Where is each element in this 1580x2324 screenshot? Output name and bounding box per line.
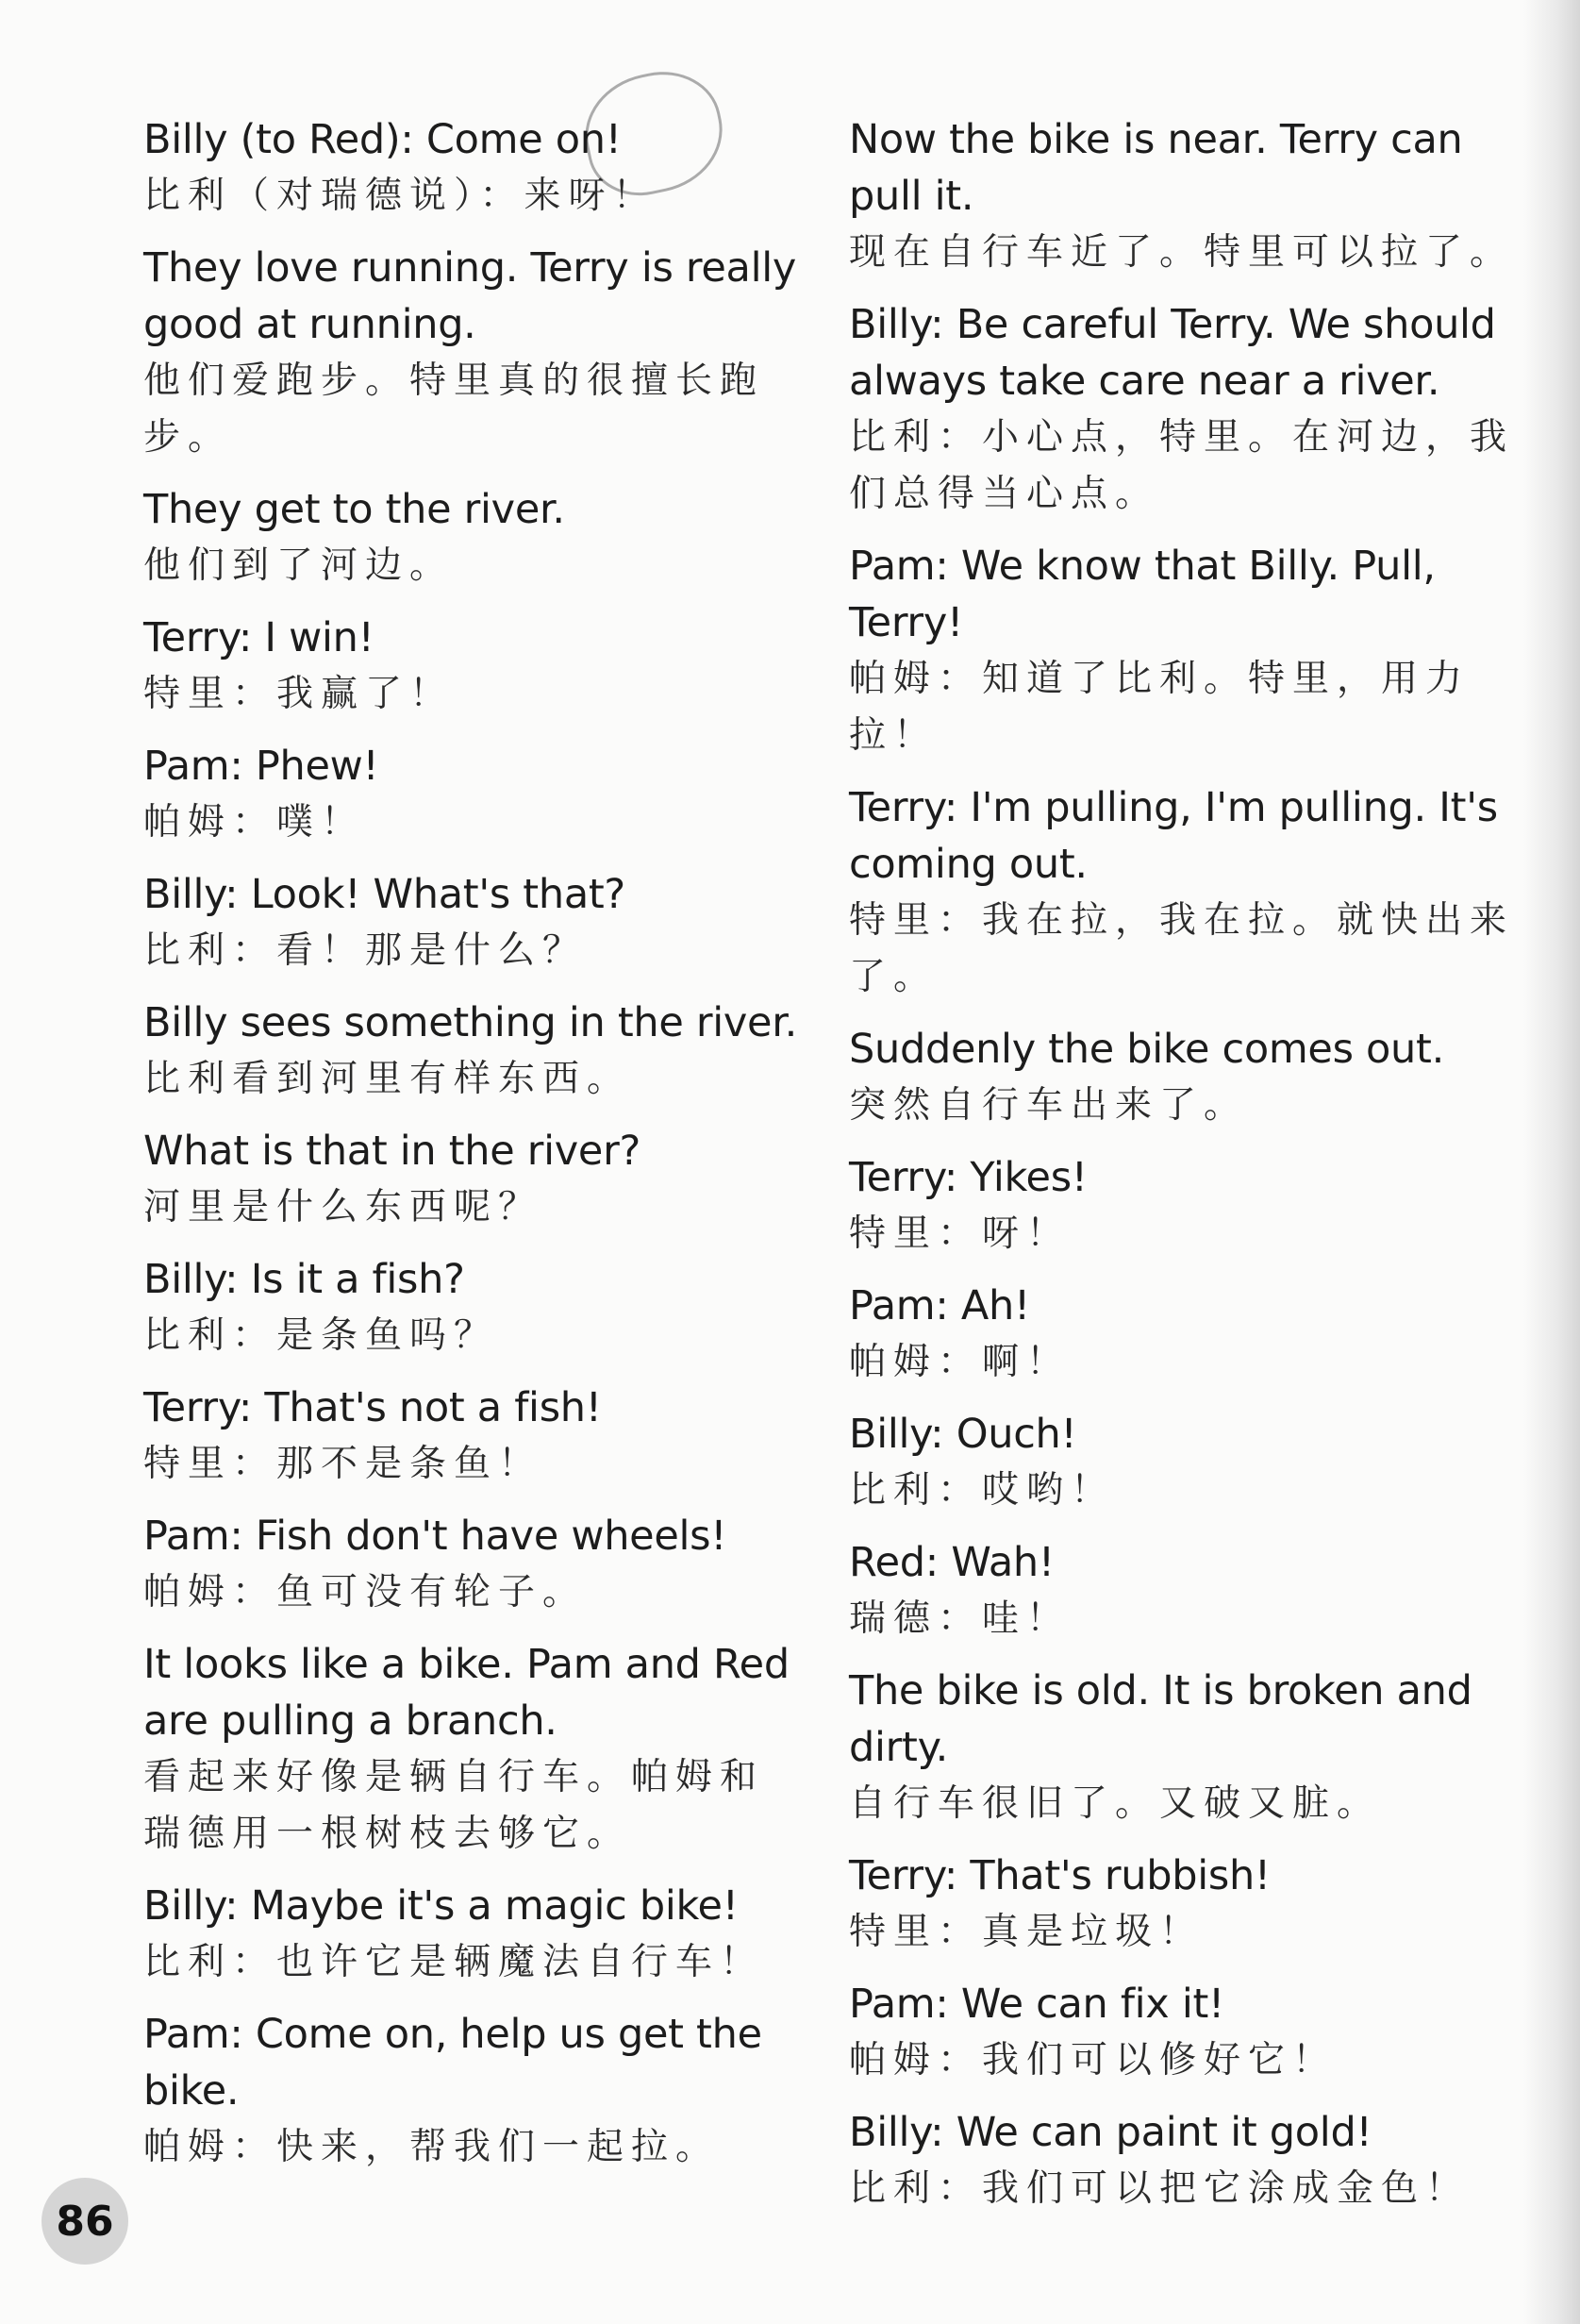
chinese-line: 比利：看！那是什么？ — [143, 929, 588, 972]
dialogue-entry — [143, 1251, 804, 1364]
english-line: Billy: Maybe it's a magic bike! — [143, 1882, 739, 1930]
chinese-line: 比利看到河里有样东西。 — [143, 1058, 632, 1100]
dialogue-entry — [849, 1021, 1528, 1134]
dialogue-entry — [143, 240, 804, 466]
chinese-line: 帕姆：我们可以修好它！ — [849, 2039, 1338, 2082]
english-line: It looks like a bike. Pam and Red are pulling a branch. — [143, 1641, 790, 1745]
dialogue-entry — [849, 1406, 1528, 1519]
english-line: Terry: Yikes! — [849, 1154, 1088, 1201]
dialogue-entry — [849, 538, 1528, 764]
dialogue-entry — [849, 2104, 1528, 2217]
dialogue-entry — [849, 1278, 1528, 1391]
left-column — [143, 111, 804, 2191]
chinese-line: 特里：那不是条鱼！ — [143, 1443, 543, 1485]
chinese-line: 帕姆：鱼可没有轮子。 — [143, 1571, 588, 1613]
dialogue-entry — [143, 1123, 804, 1236]
english-line: Pam: Come on, help us get the bike. — [143, 2011, 762, 2115]
english-line: Terry: I win! — [143, 614, 374, 661]
dialogue-entry — [143, 1636, 804, 1863]
chinese-line: 特里：我赢了！ — [143, 673, 455, 715]
dialogue-entry — [143, 1379, 804, 1493]
dialogue-entry — [849, 1847, 1528, 1961]
english-line: Billy (to Red): Come on! — [143, 116, 622, 163]
dialogue-entry — [143, 111, 804, 225]
chinese-line: 帕姆：知道了比利。特里，用力拉！ — [849, 658, 1471, 757]
chinese-line: 帕姆：啊！ — [849, 1341, 1072, 1383]
english-line: Suddenly the bike comes out. — [849, 1026, 1444, 1073]
english-line: The bike is old. It is broken and dirty. — [849, 1667, 1472, 1771]
english-line: Pam: We can fix it! — [849, 1981, 1224, 2028]
dialogue-entry — [143, 1508, 804, 1621]
chinese-line: 现在自行车近了。特里可以拉了。 — [849, 231, 1515, 274]
dialogue-entry — [143, 738, 804, 851]
dialogue-entry — [849, 296, 1528, 523]
chinese-line: 比利：是条鱼吗？ — [143, 1314, 499, 1357]
right-column — [849, 111, 1528, 2232]
english-line: They get to the river. — [143, 486, 565, 533]
english-line: Billy: We can paint it gold! — [849, 2109, 1372, 2156]
english-line: Billy sees something in the river. — [143, 999, 798, 1046]
chinese-line: 比利：我们可以把它涂成金色！ — [849, 2167, 1471, 2210]
chinese-line: 比利：哎哟！ — [849, 1469, 1116, 1512]
chinese-line: 看起来好像是辆自行车。帕姆和瑞德用一根树枝去够它。 — [143, 1756, 765, 1855]
dialogue-entry — [849, 779, 1528, 1006]
chinese-line: 他们爱跑步。特里真的很擅长跑步。 — [143, 359, 765, 459]
dialogue-entry — [849, 111, 1528, 281]
dialogue-entry — [143, 1878, 804, 1991]
chinese-line: 帕姆：快来，帮我们一起拉。 — [143, 2126, 721, 2168]
chinese-line: 特里：我在拉，我在拉。就快出来了。 — [849, 899, 1515, 998]
english-line: They love running. Terry is really good at running. — [143, 244, 797, 348]
dialogue-entry — [143, 2006, 804, 2176]
english-line: Red: Wah! — [849, 1539, 1055, 1586]
dialogue-entry — [849, 1149, 1528, 1262]
english-line: Terry: That's not a fish! — [143, 1384, 602, 1431]
chinese-line: 比利：也许它是辆魔法自行车！ — [143, 1941, 765, 1983]
english-line: Billy: Ouch! — [849, 1411, 1077, 1458]
english-line: Billy: Be careful Terry. We should always take care near a river. — [849, 301, 1496, 405]
dialogue-entry — [849, 1976, 1528, 2089]
page-number: 86 — [42, 2178, 128, 2265]
chinese-line: 河里是什么东西呢？ — [143, 1186, 543, 1229]
english-line: Pam: Phew! — [143, 743, 379, 790]
english-line: Terry: I'm pulling, I'm pulling. It's coming out. — [849, 784, 1498, 888]
english-line: Billy: Look! What's that? — [143, 871, 625, 918]
dialogue-entry — [849, 1534, 1528, 1647]
english-line: Pam: Ah! — [849, 1282, 1030, 1329]
dialogue-entry — [143, 610, 804, 723]
english-line: Pam: We know that Billy. Pull, Terry! — [849, 543, 1436, 646]
chinese-line: 他们到了河边。 — [143, 544, 455, 587]
english-line: Terry: That's rubbish! — [849, 1852, 1271, 1899]
chinese-line: 比利：小心点，特里。在河边，我们总得当心点。 — [849, 416, 1515, 515]
english-line: Now the bike is near. Terry can pull it. — [849, 116, 1463, 220]
chinese-line: 比利（对瑞德说）：来呀！ — [143, 175, 657, 217]
dialogue-entry — [143, 995, 804, 1108]
chinese-line: 瑞德：哇！ — [849, 1597, 1072, 1640]
chinese-line: 自行车很旧了。又破又脏。 — [849, 1782, 1382, 1825]
english-line: What is that in the river? — [143, 1128, 640, 1175]
dialogue-entry — [849, 1663, 1528, 1832]
chinese-line: 帕姆：噗！ — [143, 801, 366, 844]
chinese-line: 特里：呀！ — [849, 1212, 1072, 1255]
chinese-line: 特里：真是垃圾！ — [849, 1911, 1205, 1953]
english-line: Pam: Fish don't have wheels! — [143, 1513, 727, 1560]
dialogue-entry — [143, 866, 804, 979]
chinese-line: 突然自行车出来了。 — [849, 1084, 1249, 1127]
torn-page-edge — [1523, 0, 1580, 2324]
dialogue-entry — [143, 481, 804, 594]
english-line: Billy: Is it a fish? — [143, 1256, 465, 1303]
